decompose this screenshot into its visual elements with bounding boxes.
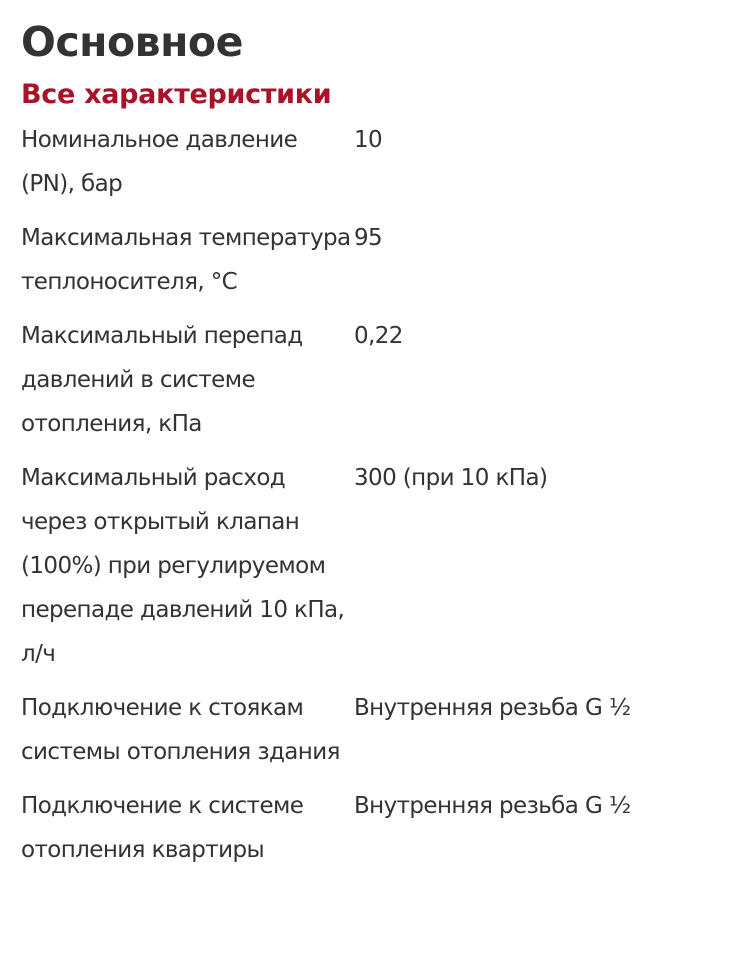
spec-name: Подключение к стоякам системы отопления здания [21, 695, 340, 765]
spec-row [21, 118, 741, 206]
spec-row [21, 314, 741, 446]
spec-name: Максимальная температура теплоносителя, °C [21, 225, 351, 295]
spec-row [21, 456, 741, 676]
spec-row [21, 784, 741, 872]
spec-row [21, 686, 741, 774]
spec-name: Максимальный перепад давлений в системе отопления, кПа [21, 323, 303, 437]
spec-value: 0,22 [354, 323, 403, 349]
spec-name: Подключение к системе отопления квартиры [21, 793, 304, 863]
spec-table [21, 118, 741, 882]
spec-value: Внутренняя резьба G ½ [354, 695, 631, 721]
spec-name: Номинальное давление (PN), бар [21, 127, 298, 197]
section-title: Основное [21, 18, 243, 66]
spec-value: 95 [354, 225, 383, 251]
spec-value: Внутренняя резьба G ½ [354, 793, 631, 819]
spec-row [21, 216, 741, 304]
spec-name: Максимальный расход через открытый клапан (100%) при регулируемом перепаде давлений 10 кПа, л/ч [21, 465, 345, 667]
spec-value: 10 [354, 127, 383, 153]
spec-value: 300 (при 10 кПа) [354, 465, 548, 491]
all-specs-link[interactable]: Все характеристики [21, 79, 332, 110]
